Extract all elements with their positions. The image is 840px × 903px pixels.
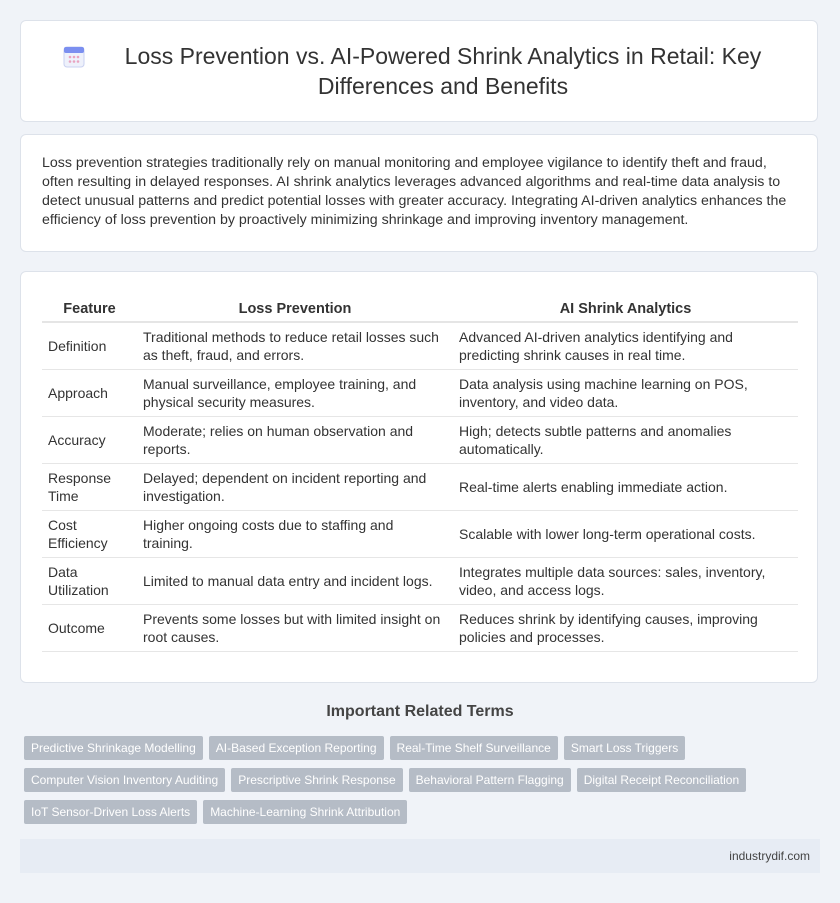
related-term-tag[interactable]: AI-Based Exception Reporting (209, 736, 384, 760)
header-loss-prevention: Loss Prevention (137, 294, 453, 322)
intro-card (20, 134, 818, 252)
footer-site-link[interactable]: industrydif.com (729, 849, 810, 863)
ai-analytics-cell: Integrates multiple data sources: sales, inventory, video, and access logs. (453, 558, 798, 605)
header-feature: Feature (42, 294, 137, 322)
ai-analytics-cell: Reduces shrink by identifying causes, improving policies and processes. (453, 605, 798, 652)
table-row (42, 605, 798, 652)
feature-cell: Accuracy (42, 417, 137, 464)
related-term-tag[interactable]: Digital Receipt Reconciliation (577, 768, 746, 792)
table-row (42, 322, 798, 370)
related-term-tag[interactable]: Prescriptive Shrink Response (231, 768, 402, 792)
related-term-tag[interactable]: Computer Vision Inventory Auditing (24, 768, 225, 792)
related-term-tag[interactable]: Machine-Learning Shrink Attribution (203, 800, 407, 824)
table-row (42, 511, 798, 558)
feature-cell: Cost Efficiency (42, 511, 137, 558)
ai-analytics-cell: Scalable with lower long-term operational costs. (453, 511, 798, 558)
ai-analytics-cell: Real-time alerts enabling immediate action. (453, 464, 798, 511)
feature-cell: Data Utilization (42, 558, 137, 605)
loss-prevention-cell: Manual surveillance, employee training, and physical security measures. (137, 370, 453, 417)
ai-analytics-cell: Data analysis using machine learning on POS, inventory, and video data. (453, 370, 798, 417)
feature-cell: Definition (42, 322, 137, 370)
comparison-table (42, 294, 798, 652)
calendar-icon (61, 44, 87, 70)
loss-prevention-cell: Traditional methods to reduce retail losses such as theft, fraud, and errors. (137, 322, 453, 370)
intro-paragraph: Loss prevention strategies traditionally rely on manual monitoring and employee vigilance to identify theft and fraud, often resulting in delayed responses. AI shrink analytics leverages advanced algorithms and real-time data analysis to detect unusual patterns and predict potential losses with greater accuracy. Integrating AI-driven analytics enhances the efficiency of loss prevention by proactively minimizing shrinkage and improving inventory management. (42, 155, 787, 228)
footer (20, 839, 820, 873)
related-term-tag[interactable]: Smart Loss Triggers (564, 736, 685, 760)
related-term-tag[interactable]: Behavioral Pattern Flagging (409, 768, 571, 792)
loss-prevention-cell: Prevents some losses but with limited insight on root causes. (137, 605, 453, 652)
table-row (42, 558, 798, 605)
header-ai-shrink-analytics: AI Shrink Analytics (453, 294, 798, 322)
table-row (42, 464, 798, 511)
feature-cell: Approach (42, 370, 137, 417)
related-term-tag[interactable]: Real-Time Shelf Surveillance (390, 736, 558, 760)
ai-analytics-cell: Advanced AI-driven analytics identifying and predicting shrink causes in real time. (453, 322, 798, 370)
comparison-card (20, 271, 818, 683)
loss-prevention-cell: Limited to manual data entry and incident logs. (137, 558, 453, 605)
feature-cell: Response Time (42, 464, 137, 511)
related-terms-list (24, 736, 814, 832)
related-term-tag[interactable]: Predictive Shrinkage Modelling (24, 736, 203, 760)
feature-cell: Outcome (42, 605, 137, 652)
ai-analytics-cell: High; detects subtle patterns and anomalies automatically. (453, 417, 798, 464)
related-term-tag[interactable]: IoT Sensor-Driven Loss Alerts (24, 800, 197, 824)
table-row (42, 417, 798, 464)
loss-prevention-cell: Moderate; relies on human observation and reports. (137, 417, 453, 464)
loss-prevention-cell: Delayed; dependent on incident reporting and investigation. (137, 464, 453, 511)
related-terms-heading: Important Related Terms (326, 703, 514, 720)
table-row (42, 370, 798, 417)
table-header-row (42, 294, 798, 322)
page-title: Loss Prevention vs. AI-Powered Shrink Analytics in Retail: Key Differences and Benefits (124, 43, 762, 99)
loss-prevention-cell: Higher ongoing costs due to staffing and training. (137, 511, 453, 558)
title-card (20, 20, 818, 122)
